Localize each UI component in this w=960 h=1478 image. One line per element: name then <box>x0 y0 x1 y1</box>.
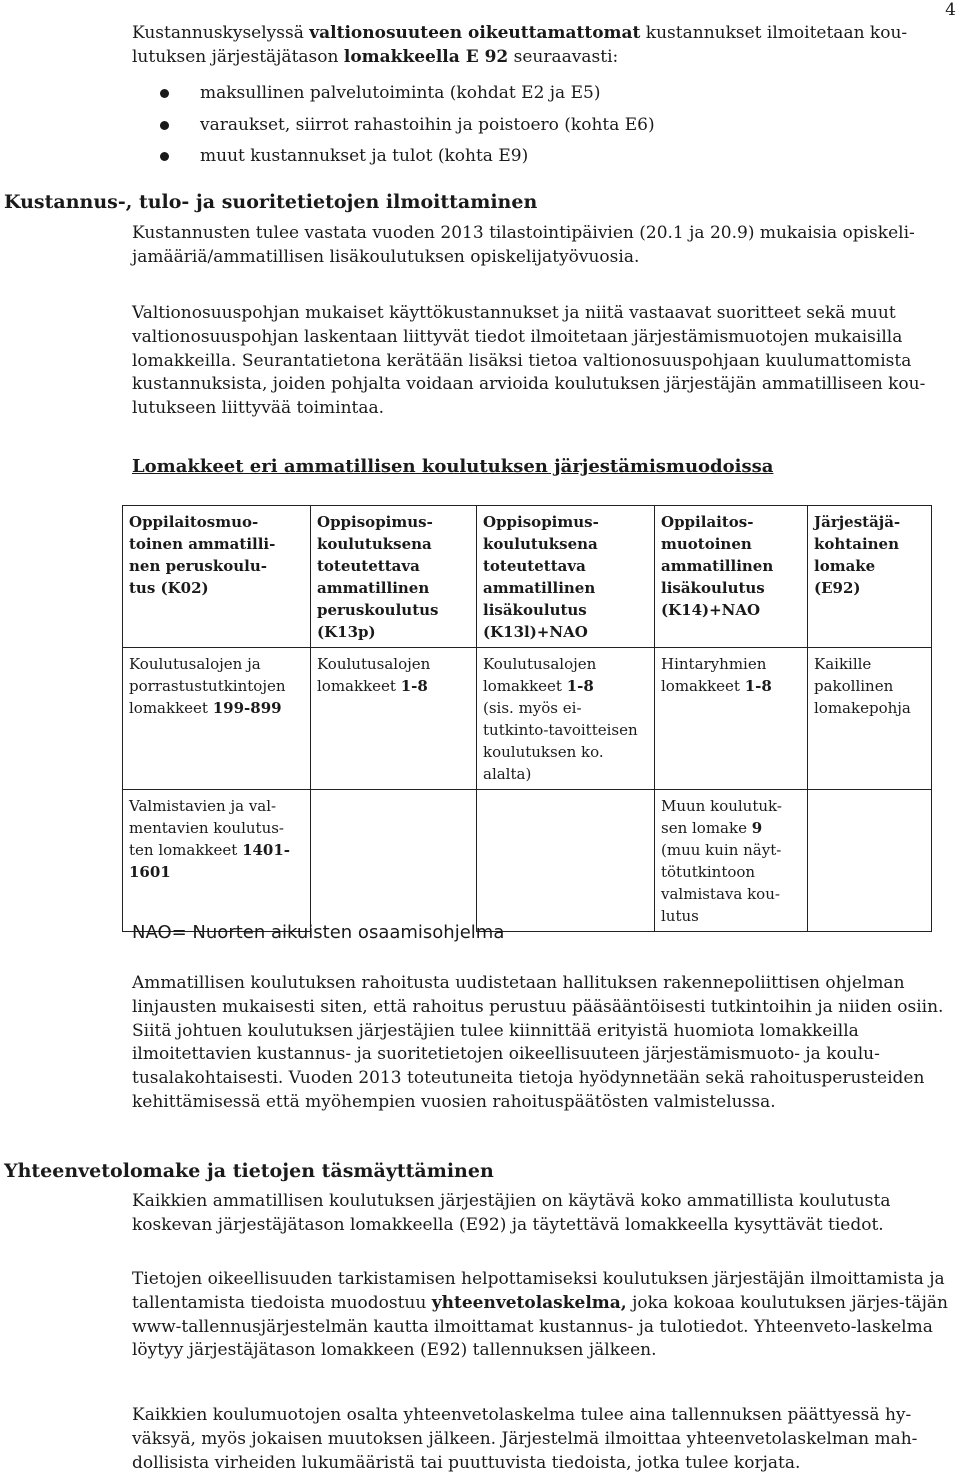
empty-cell <box>477 790 655 932</box>
bullet-icon <box>160 121 169 130</box>
table-cell: Valmistavien ja val- mentavien koulutus- ten lomakkeet 1401- 1601 <box>123 790 311 932</box>
summary-paragraph-2: Tietojen oikeellisuuden tarkistamisen helpottamiseksi koulutuksen järjestäjän ilmoittamista ja tallentamista tiedoista muodostuu yhteenvetolaskelma, joka kokoaa koulutuksen järjes-täjän www-tallennusjärjestelmän kautta ilmoittamat kustannus- ja tulotiedot. Yhteenveto-laskelma löytyy järjestäjätason lomakkeen (E92) tallennuksen jälkeen. <box>132 1269 948 1361</box>
table-cell: Muun koulutuk- sen lomake 9 (muu kuin näyt- tötutkintoon valmistava kou- lutus <box>655 790 808 932</box>
bullet-list <box>160 78 655 173</box>
table-cell: Kaikille pakollinen lomakepohja <box>808 648 932 790</box>
header-k13l: Oppisopimus- koulutuksena toteutettava ammatillinen lisäkoulutus (K13l)+NAO <box>477 506 655 648</box>
summary-paragraph-3: Kaikkien koulumuotojen osalta yhteenvetolaskelma tulee aina tallennuksen päättyessä hy-väksyä, myös jokaisen muutoksen jälkeen. Järjestelmä ilmoittaa yhteenvetolaskelman mah-dollisista virheiden lukumääristä tai puuttuvista tiedoista, jotka tulee korjata. <box>132 1405 918 1473</box>
header-e92: Järjestäjä- kohtainen lomake (E92) <box>808 506 932 648</box>
section-heading-reporting: Kustannus-, tulo- ja suoritetietojen ilmoittaminen <box>4 191 538 213</box>
intro-paragraph: Kustannuskyselyssä valtionosuuteen oikeuttamattomat kustannukset ilmoitetaan kou- lutuksen järjestäjätason lomakkeella E 92 seuraavasti: <box>132 23 908 67</box>
table-row <box>123 790 932 932</box>
list-item: varaukset, siirrot rahastoihin ja poistoero (kohta E6) <box>160 110 655 142</box>
table-header-row <box>123 506 932 648</box>
list-item: maksullinen palvelutoiminta (kohdat E2 ja E5) <box>160 78 655 110</box>
table-cell: Koulutusalojen lomakkeet 1-8 (sis. myös ei- tutkinto-tavoitteisen koulutuksen ko. alalta) <box>477 648 655 790</box>
nao-footnote: NAO= Nuorten aikuisten osaamisohjelma <box>132 922 505 943</box>
forms-table <box>122 505 932 932</box>
header-k02: Oppilaitosmuo- toinen ammatilli- nen peruskoulu- tus (K02) <box>123 506 311 648</box>
header-k13p: Oppisopimus- koulutuksena toteutettava ammatillinen peruskoulutus (K13p) <box>311 506 477 648</box>
forms-table-title: Lomakkeet eri ammatillisen koulutuksen järjestämismuodoissa <box>132 456 774 477</box>
section-heading-summary: Yhteenvetolomake ja tietojen täsmäyttäminen <box>4 1160 494 1182</box>
page-number: 4 <box>945 0 956 20</box>
valtionosuus-paragraph: Valtionosuuspohjan mukaiset käyttökustannukset ja niitä vastaavat suoritteet sekä muut valtionosuuspohjan laskentaan liittyvät tiedot ilmoitetaan järjestämismuotojen mukaisilla lomakkeilla. Seurantatietona kerätään lisäksi tietoa valtionosuuspohjaan kuulumattomista kustannuksista, joiden pohjalta voidaan arvioida koulutuksen järjestäjän ammatilliseen kou-lutukseen liittyvää toimintaa. <box>132 303 926 419</box>
header-k14: Oppilaitos- muotoinen ammatillinen lisäkoulutus (K14)+NAO <box>655 506 808 648</box>
summary-paragraph-1: Kaikkien ammatillisen koulutuksen järjestäjien on käytävä koko ammatillista koulutusta koskevan järjestäjätason lomakkeella (E92) ja täytettävä lomakkeella kysyttävät tiedot. <box>132 1191 891 1235</box>
table-row <box>123 648 932 790</box>
table-cell: Koulutusalojen ja porrastustutkintojen lomakkeet 199-899 <box>123 648 311 790</box>
table-cell: Hintaryhmien lomakkeet 1-8 <box>655 648 808 790</box>
empty-cell <box>311 790 477 932</box>
costs-period-paragraph: Kustannusten tulee vastata vuoden 2013 tilastointipäivien (20.1 ja 20.9) mukaisia opiskeli-jamääriä/ammatillisen lisäkoulutuksen opiskelijatyövuosia. <box>132 223 915 267</box>
bullet-icon <box>160 152 169 161</box>
funding-paragraph: Ammatillisen koulutuksen rahoitusta uudistetaan hallituksen rakennepoliittisen ohjelman linjausten mukaisesti siten, että rahoitus perustuu pääsääntöisesti tutkintoihin ja niiden osiin. Siitä johtuen koulutuksen järjestäjien tulee kiinnittää erityistä huomiota lomakkeilla ilmoitettavien kustannus- ja suoritetietojen oikeellisuuteen järjestämismuoto- ja koulu-tusalakohtaisesti. Vuoden 2013 toteutuneita tietoja hyödynnetään sekä rahoitusperusteiden kehittämisessä että myöhempien vuosien rahoituspäätösten valmistelussa. <box>132 973 944 1112</box>
bullet-icon <box>160 89 169 98</box>
table-cell: Koulutusalojen lomakkeet 1-8 <box>311 648 477 790</box>
list-item: muut kustannukset ja tulot (kohta E9) <box>160 141 655 173</box>
empty-cell <box>808 790 932 932</box>
